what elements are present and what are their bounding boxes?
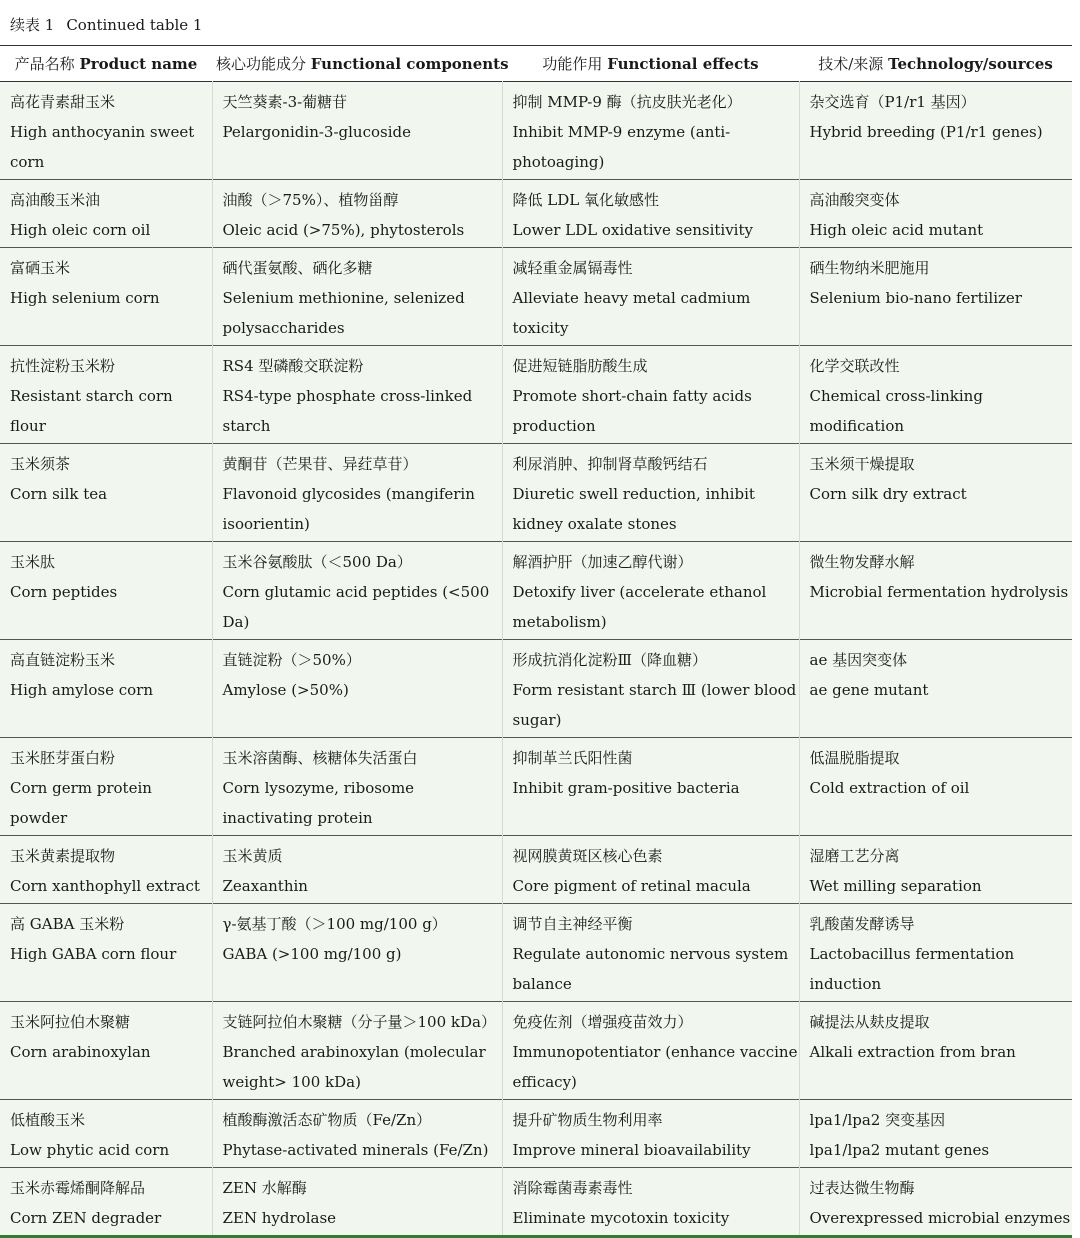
cell-effects-en: Detoxify liver (accelerate ethanol metabolism) [512,583,767,631]
cell-product-en: Resistant starch corn flour [10,387,173,435]
cell-effects-cn: 解酒护肝（加速乙醇代谢） [512,553,693,571]
cell-product-cn: 玉米肽 [10,553,56,571]
cell-effects [502,82,799,180]
cell-technology-cn: ae 基因突变体 [809,651,908,669]
cell-components-en: Corn glutamic acid peptides (<500 Da) [222,583,490,631]
cell-technology [799,1002,1072,1100]
cell-product-cn: 玉米胚芽蛋白粉 [10,749,116,767]
header-cn: 功能作用 [542,55,603,73]
cell-effects [502,1168,799,1237]
cell-effects [502,248,799,346]
table-row [0,1100,1072,1168]
header-row [0,46,1072,82]
cell-effects-en: Immunopotentiator (enhance vaccine efficacy) [512,1043,798,1091]
table-row [0,542,1072,640]
cell-technology-cn: 化学交联改性 [809,357,900,375]
product-table [0,45,1072,1238]
cell-effects-en: Regulate autonomic nervous system balance [512,945,789,993]
cell-technology-en: Hybrid breeding (P1/r1 genes) [809,123,1043,141]
cell-effects-en: Lower LDL oxidative sensitivity [512,221,753,239]
header-cn: 技术/来源 [818,55,884,73]
cell-technology [799,444,1072,542]
cell-product [0,904,212,1002]
header-en: Technology/sources [888,55,1053,73]
cell-product-en: Low phytic acid corn [10,1141,170,1159]
cell-product-en: Corn silk tea [10,485,108,503]
cell-product [0,444,212,542]
cell-components-en: Zeaxanthin [222,877,308,895]
cell-product [0,82,212,180]
cell-product-en: High selenium corn [10,289,160,307]
cell-components-cn: ZEN 水解酶 [222,1179,307,1197]
cell-technology-en: lpa1/lpa2 mutant genes [809,1141,990,1159]
cell-effects-en: Improve mineral bioavailability [512,1141,751,1159]
cell-components-cn: 玉米谷氨酸肽（＜500 Da） [222,553,412,571]
cell-effects [502,640,799,738]
cell-technology-en: Cold extraction of oil [809,779,970,797]
cell-components [212,904,502,1002]
cell-technology-cn: 碱提法从麸皮提取 [809,1013,930,1031]
cell-technology-cn: 湿磨工艺分离 [809,847,900,865]
cell-technology [799,248,1072,346]
table-row [0,640,1072,738]
cell-components-en: Oleic acid (>75%), phytosterols [222,221,465,239]
cell-components-en: Phytase-activated minerals (Fe/Zn) [222,1141,489,1159]
cell-product-en: Corn ZEN degrader [10,1209,162,1227]
cell-technology-en: Microbial fermentation hydrolysis [809,583,1069,601]
cell-effects-en: Inhibit gram-positive bacteria [512,779,740,797]
cell-components [212,1002,502,1100]
cell-effects [502,444,799,542]
cell-effects-en: Diuretic swell reduction, inhibit kidney oxalate stones [512,485,755,533]
cell-technology-cn: 乳酸菌发酵诱导 [809,915,915,933]
cell-effects-en: Eliminate mycotoxin toxicity [512,1209,730,1227]
cell-technology-en: Corn silk dry extract [809,485,967,503]
cell-product-cn: 低植酸玉米 [10,1111,86,1129]
cell-effects [502,542,799,640]
cell-effects-en: Form resistant starch Ⅲ (lower blood sugar) [512,681,797,729]
cell-components [212,444,502,542]
table-row [0,836,1072,904]
cell-components-en: RS4-type phosphate cross-linked starch [222,387,473,435]
cell-technology [799,82,1072,180]
cell-technology-cn: 低温脱脂提取 [809,749,900,767]
cell-effects-cn: 减轻重金属镉毒性 [512,259,633,277]
column-header-effects [502,46,799,82]
cell-product-en: Corn germ protein powder [10,779,152,827]
cell-product-en: High anthocyanin sweet corn [10,123,195,171]
header-cn: 产品名称 [14,55,75,73]
cell-components-en: Branched arabinoxylan (molecular weight> 100 kDa) [222,1043,486,1091]
caption-en: Continued table 1 [66,16,203,34]
cell-components-cn: 玉米黄质 [222,847,283,865]
cell-components [212,248,502,346]
cell-components [212,836,502,904]
cell-components [212,542,502,640]
cell-effects-cn: 利尿消肿、抑制肾草酸钙结石 [512,455,708,473]
cell-product-cn: 抗性淀粉玉米粉 [10,357,116,375]
cell-product [0,180,212,248]
cell-technology-en: High oleic acid mutant [809,221,984,239]
column-header-product [0,46,212,82]
cell-components [212,82,502,180]
cell-product-cn: 玉米阿拉伯木聚糖 [10,1013,131,1031]
cell-technology-en: ae gene mutant [809,681,929,699]
cell-technology-cn: 杂交选育（P1/r1 基因） [809,93,976,111]
column-header-components [212,46,509,82]
cell-components-en: Amylose (>50%) [222,681,349,699]
cell-components-en: Flavonoid glycosides (mangiferin isoorientin) [222,485,475,533]
cell-technology [799,1168,1072,1237]
cell-product [0,738,212,836]
cell-effects-en: Core pigment of retinal macula [512,877,751,895]
cell-effects-cn: 视网膜黄斑区核心色素 [512,847,663,865]
caption-cn: 续表 1 [10,16,55,34]
cell-effects [502,836,799,904]
cell-technology [799,836,1072,904]
cell-technology-cn: 微生物发酵水解 [809,553,915,571]
cell-product-cn: 高花青素甜玉米 [10,93,116,111]
cell-product-en: High GABA corn flour [10,945,177,963]
cell-technology-en: Lactobacillus fermentation induction [809,945,1015,993]
cell-components [212,346,502,444]
cell-product-cn: 高油酸玉米油 [10,191,101,209]
cell-product [0,1100,212,1168]
cell-product [0,640,212,738]
cell-product-en: Corn peptides [10,583,118,601]
cell-product-cn: 富硒玉米 [10,259,71,277]
cell-technology [799,542,1072,640]
cell-technology [799,346,1072,444]
cell-components [212,640,502,738]
cell-effects-cn: 促进短链脂肪酸生成 [512,357,648,375]
cell-effects-cn: 抑制革兰氏阳性菌 [512,749,633,767]
cell-components [212,1168,502,1237]
cell-product-en: High oleic corn oil [10,221,151,239]
header-en: Functional effects [607,55,759,73]
cell-components-cn: 天竺葵素-3-葡糖苷 [222,93,348,111]
cell-technology [799,640,1072,738]
header-en: Product name [79,55,198,73]
column-header-technology [799,46,1072,82]
table-row [0,180,1072,248]
cell-components [212,738,502,836]
cell-components [212,180,502,248]
table-row [0,1002,1072,1100]
table-body [0,82,1072,1237]
cell-product-cn: 玉米黄素提取物 [10,847,116,865]
cell-components-cn: 黄酮苷（芒果苷、异荭草苷） [222,455,418,473]
cell-components-cn: 硒代蛋氨酸、硒化多糖 [222,259,373,277]
cell-technology [799,738,1072,836]
table-row [0,1168,1072,1237]
cell-effects-en: Alleviate heavy metal cadmium toxicity [512,289,751,337]
cell-effects-cn: 形成抗消化淀粉Ⅲ（降血糖） [512,651,707,669]
cell-effects [502,1100,799,1168]
cell-product-cn: 玉米赤霉烯酮降解品 [10,1179,146,1197]
cell-effects [502,346,799,444]
cell-product-cn: 玉米须茶 [10,455,71,473]
table-row [0,738,1072,836]
table-row [0,248,1072,346]
cell-product [0,1002,212,1100]
cell-effects-cn: 抑制 MMP-9 酶（抗皮肤光老化） [512,93,742,111]
cell-components-en: Corn lysozyme, ribosome inactivating protein [222,779,415,827]
cell-effects [502,904,799,1002]
cell-product [0,836,212,904]
table-row [0,444,1072,542]
cell-technology-cn: 玉米须干燥提取 [809,455,915,473]
cell-components-cn: 油酸（＞75%）、植物甾醇 [222,191,399,209]
cell-effects-cn: 消除霉菌毒素毒性 [512,1179,633,1197]
cell-product-en: Corn arabinoxylan [10,1043,151,1061]
cell-components-cn: 植酸酶激活态矿物质（Fe/Zn） [222,1111,432,1129]
cell-effects-cn: 免疫佐剂（增强疫苗效力） [512,1013,693,1031]
cell-technology-en: Overexpressed microbial enzymes [809,1209,1071,1227]
cell-product [0,248,212,346]
cell-product [0,1168,212,1237]
cell-effects-cn: 提升矿物质生物利用率 [512,1111,663,1129]
cell-technology-cn: 过表达微生物酶 [809,1179,915,1197]
cell-technology [799,1100,1072,1168]
cell-product-cn: 高 GABA 玉米粉 [10,915,125,933]
cell-product-en: Corn xanthophyll extract [10,877,200,895]
cell-effects [502,1002,799,1100]
cell-technology-cn: 高油酸突变体 [809,191,900,209]
cell-technology-cn: 硒生物纳米肥施用 [809,259,930,277]
cell-components-cn: RS4 型磷酸交联淀粉 [222,357,364,375]
cell-product-en: High amylose corn [10,681,153,699]
cell-components-cn: γ-氨基丁酸（＞100 mg/100 g） [222,915,447,933]
cell-effects-en: Promote short-chain fatty acids production [512,387,752,435]
cell-components [212,1100,502,1168]
cell-components-en: Pelargonidin-3-glucoside [222,123,412,141]
cell-product [0,346,212,444]
cell-components-en: ZEN hydrolase [222,1209,337,1227]
table-row [0,346,1072,444]
cell-technology [799,904,1072,1002]
cell-product-cn: 高直链淀粉玉米 [10,651,116,669]
cell-effects-en: Inhibit MMP-9 enzyme (anti-photoaging) [512,123,731,171]
table-header [0,46,1072,82]
table-caption [10,15,202,35]
cell-components-cn: 支链阿拉伯木聚糖（分子量＞100 kDa） [222,1013,496,1031]
cell-technology-en: Wet milling separation [809,877,982,895]
cell-effects-cn: 调节自主神经平衡 [512,915,633,933]
cell-effects [502,738,799,836]
cell-technology [799,180,1072,248]
cell-technology-en: Selenium bio-nano fertilizer [809,289,1022,307]
header-en: Functional components [310,55,509,73]
cell-components-cn: 直链淀粉（＞50%） [222,651,361,669]
header-cn: 核心功能成分 [216,55,307,73]
cell-components-cn: 玉米溶菌酶、核糖体失活蛋白 [222,749,418,767]
cell-product [0,542,212,640]
table-row [0,904,1072,1002]
cell-components-en: GABA (>100 mg/100 g) [222,945,402,963]
cell-technology-en: Alkali extraction from bran [809,1043,1016,1061]
cell-components-en: Selenium methionine, selenized polysaccharides [222,289,465,337]
table-row [0,82,1072,180]
cell-technology-en: Chemical cross-linking modification [809,387,983,435]
cell-effects-cn: 降低 LDL 氧化敏感性 [512,191,659,209]
cell-effects [502,180,799,248]
cell-technology-cn: lpa1/lpa2 突变基因 [809,1111,946,1129]
